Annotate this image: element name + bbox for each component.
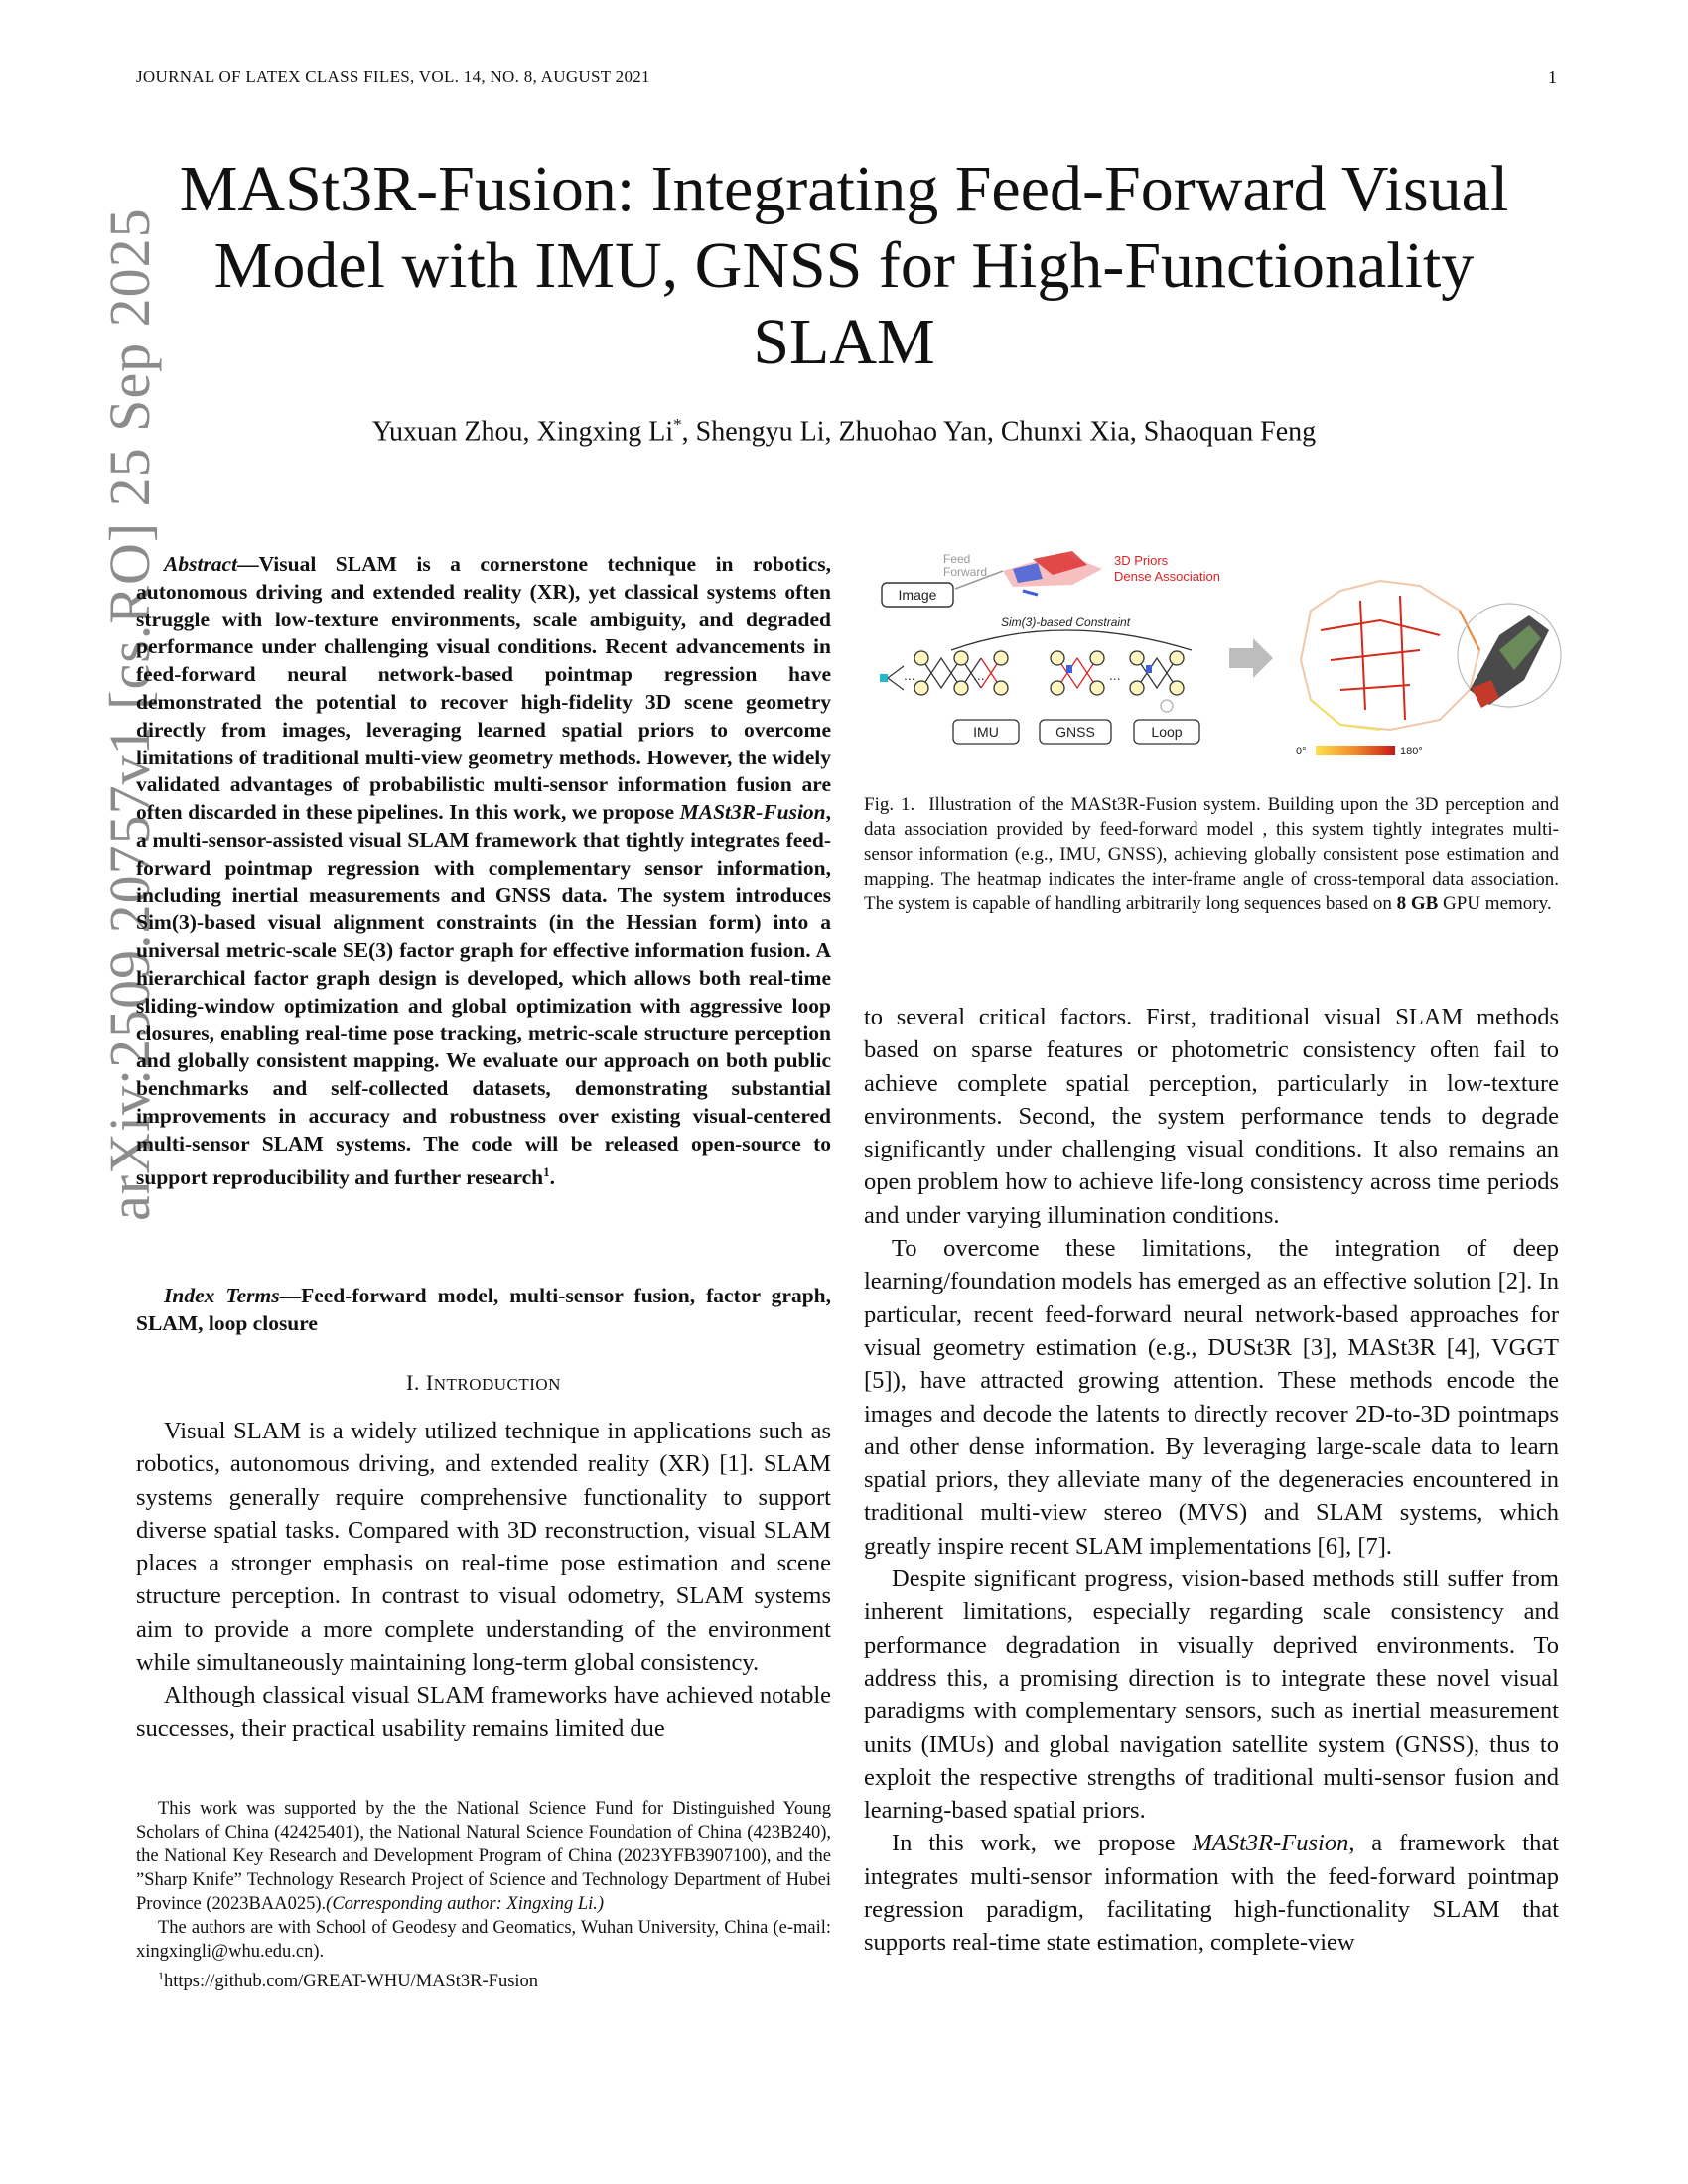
abstract-label: Abstract bbox=[164, 552, 238, 576]
ellipsis: ... bbox=[1109, 667, 1121, 683]
caption-lead: Fig. 1. bbox=[864, 794, 915, 815]
imu-label: IMU bbox=[973, 724, 999, 740]
footnotes bbox=[136, 1797, 831, 1993]
affiliation-note: The authors are with School of Geodesy and Geomatics, Wuhan University, China (e-mail: xingxingli@whu.edu.cn). bbox=[136, 1918, 831, 1962]
paper-title: MASt3R-Fusion: Integrating Feed-Forward Visual Model with IMU, GNSS for High-Functionality SLAM bbox=[179, 153, 1509, 378]
link-mark: 1 bbox=[158, 1969, 164, 1982]
abstract bbox=[136, 551, 831, 1191]
intro-right-column bbox=[864, 1001, 1559, 1960]
arrow-icon bbox=[1229, 638, 1273, 678]
gnss-label: GNSS bbox=[1055, 724, 1095, 740]
running-header: JOURNAL OF LATEX CLASS FILES, VOL. 14, NO. 8, AUGUST 2021 bbox=[136, 68, 650, 86]
paragraph-last bbox=[864, 1827, 1559, 1959]
trajectory-map bbox=[1301, 581, 1479, 730]
gnss-factor bbox=[1066, 665, 1072, 673]
feed-label: Feed bbox=[943, 552, 971, 566]
factor-graph-1-nodes bbox=[914, 651, 1008, 695]
paragraph: To overcome these limitations, the integration of deep learning/foundation models has emerged as an effective solution [2]. In particular, recent feed-forward neural network-based approaches for visual geometry estimation (e.g., DUSt3R [3], MASt3R [4], VGGT [5]), have attracted growing attention. These methods encode the images and decode the latents to directly recover 2D-to-3D pointmaps and other dense information. By leveraging large-scale data to learn spatial priors, they alleviate many of the degeneracies encountered in traditional multi-view stereo (MVS) and SLAM systems, which greatly inspire recent SLAM implementations [6], [7]. bbox=[864, 1235, 1559, 1560]
forward-label: Forward bbox=[943, 565, 988, 579]
authors-part-2: , Shengyu Li, Zhuohao Yan, Chunxi Xia, Shaoquan Feng bbox=[681, 416, 1317, 448]
ellipsis: ... bbox=[973, 667, 985, 683]
loop-label: Loop bbox=[1151, 724, 1183, 740]
system-name: MASt3R-Fusion bbox=[679, 800, 826, 825]
section-number: I. bbox=[406, 1370, 426, 1395]
funding-note bbox=[136, 1797, 831, 1916]
intro-left-column bbox=[136, 1415, 831, 1745]
caption-text-2: GPU memory. bbox=[1438, 893, 1552, 914]
page-number: 1 bbox=[1548, 68, 1557, 87]
figure-caption bbox=[864, 792, 1559, 916]
system-name: MASt3R-Fusion bbox=[1192, 1830, 1349, 1857]
caption-bold: 8 GB bbox=[1396, 893, 1439, 914]
last-para-start: In this work, we propose bbox=[892, 1830, 1193, 1857]
footnote-mark: 1 bbox=[543, 1163, 550, 1179]
prior-links bbox=[888, 666, 904, 690]
scale-min-label: 0° bbox=[1296, 746, 1307, 757]
ellipsis: ... bbox=[904, 667, 915, 683]
constraint-label: Sim(3)-based Constraint bbox=[1001, 615, 1131, 629]
loop-icon bbox=[1161, 700, 1173, 712]
section-first-letter: I bbox=[425, 1370, 434, 1395]
section-rest: NTRODUCTION bbox=[433, 1375, 561, 1394]
corresponding-author: (Corresponding author: Xingxing Li.) bbox=[326, 1894, 605, 1914]
link-note bbox=[136, 1964, 831, 1993]
scale-max-label: 180° bbox=[1400, 746, 1423, 757]
prior-node bbox=[880, 674, 888, 682]
paragraph: Despite significant progress, vision-based methods still suffer from inherent limitations, especially regarding scale consistency and performance degradation in visually deprived environments. To address this, a promising direction is to integrate these novel visual paradigms with complementary sensors, such as inertial measurement units (IMUs) and global navigation satellite system (GNSS), thus to exploit the respective strengths of traditional multi-sensor fusion and learning-based spatial priors. bbox=[864, 1566, 1559, 1825]
author-list bbox=[149, 415, 1539, 448]
paragraph: Although classical visual SLAM frameworks have achieved notable successes, their practical usability remains limited due bbox=[136, 1682, 831, 1742]
section-heading bbox=[136, 1370, 831, 1396]
caption-text-1: Illustration of the MASt3R-Fusion system. Building upon the 3D perception and data association provided by feed-forward model , this system tightly integrates multi-sensor information (e.g., IMU, GNSS), achieving globally consistent pose estimation and mapping. The heatmap indicates the inter-frame angle of cross-temporal data association. The system is capable of handling arbitrarily long sequences based on bbox=[864, 794, 1559, 914]
constraint-arc bbox=[951, 630, 1192, 650]
last-para-rest: , a framework that integrates multi-sensor information with the feed-forward pointmap regression paradigm, facilitating high-functionality SLAM that supports real-time state estimation, complete-view bbox=[864, 1830, 1560, 1957]
heatmap-scale bbox=[1316, 746, 1395, 755]
index-terms bbox=[136, 1283, 831, 1338]
abstract-text-2: , a multi-sensor-assisted visual SLAM framework that tightly integrates feed-forward pointmap regression with complementary sensor information, including inertial measurements and GNSS data. The system introduces Sim(3)-based visual alignment constraints (in the Hessian form) into a universal metric-scale SE(3) factor graph for effective information fusion. A hierarchical factor graph design is developed, which allows both real-time sliding-window optimization and global optimization with aggressive loop closures, enabling real-time pose tracking, metric-scale structure perception and globally consistent mapping. We evaluate our approach on both public benchmarks and self-collected datasets, demonstrating substantial improvements in accuracy and robustness over existing visual-centered multi-sensor SLAM systems. The code will be released open-source to support reproducibility and further research bbox=[136, 800, 831, 1189]
arxiv-stamp: arXiv:2509.20757v1 [cs.RO] 25 Sep 2025 bbox=[97, 207, 162, 1221]
paragraph: Visual SLAM is a widely utilized technique in applications such as robotics, autonomous driving, and extended reality (XR) [1]. SLAM systems generally require comprehensive functionality to support diverse spatial tasks. Compared with 3D reconstruction, visual SLAM places a stronger emphasis on real-time pose estimation and scene structure perception. In contrast to visual odometry, SLAM systems aim to provide a more complete understanding of the environment while simultaneously maintaining long-term global consistency. bbox=[136, 1418, 831, 1677]
figure-1 bbox=[864, 541, 1569, 769]
gnss-factor bbox=[1146, 665, 1152, 673]
point-cloud-icon bbox=[1003, 551, 1102, 595]
funding-text: This work was supported by the the National Science Fund for Distinguished Young Scholars of China (42425401), the National Natural Science Foundation of China (423B240), the National Key Research and Development Program of China (2023YFB3907100), and the ”Sharp Knife” Technology Research Project of Science and Technology Department of Hubei Province (2023BAA025). bbox=[136, 1799, 831, 1914]
priors-label: 3D Priors bbox=[1114, 553, 1169, 568]
index-terms-label: Index Terms bbox=[164, 1284, 280, 1307]
abstract-end: . bbox=[549, 1164, 555, 1189]
image-label: Image bbox=[898, 587, 937, 603]
index-terms-text: —Feed-forward model, multi-sensor fusion, factor graph, SLAM, loop closure bbox=[136, 1284, 832, 1335]
paragraph: to several critical factors. First, traditional visual SLAM methods based on sparse features or photometric consistency often fail to achieve complete spatial perception, particularly in low-texture environments. Second, the system performance tends to degrade significantly under challenging visual conditions. It also remains an open problem how to achieve life-long consistency across time periods and under varying illumination conditions. bbox=[864, 1004, 1559, 1229]
abstract-text-1: —Visual SLAM is a cornerstone technique in robotics, autonomous driving and extended reality (XR), yet classical systems often struggle with low-texture environments, scale ambiguity, and degraded performance under challenging visual conditions. Recent advancements in feed-forward neural network-based pointmap regression have demonstrated the potential to recover high-fidelity 3D scene geometry directly from images, leveraging learned spatial priors to overcome limitations of traditional multi-view geometry methods. However, the widely validated advantages of probabilistic multi-sensor information fusion are often discarded in these pipelines. In this work, we propose bbox=[136, 552, 831, 825]
authors-part-1: Yuxuan Zhou, Xingxing Li bbox=[371, 416, 674, 448]
corresponding-mark: * bbox=[673, 415, 682, 434]
github-link[interactable]: https://github.com/GREAT-WHU/MASt3R-Fusion bbox=[164, 1972, 539, 1992]
point-cloud-zoom bbox=[1470, 615, 1549, 708]
dense-association-label: Dense Association bbox=[1114, 569, 1220, 584]
